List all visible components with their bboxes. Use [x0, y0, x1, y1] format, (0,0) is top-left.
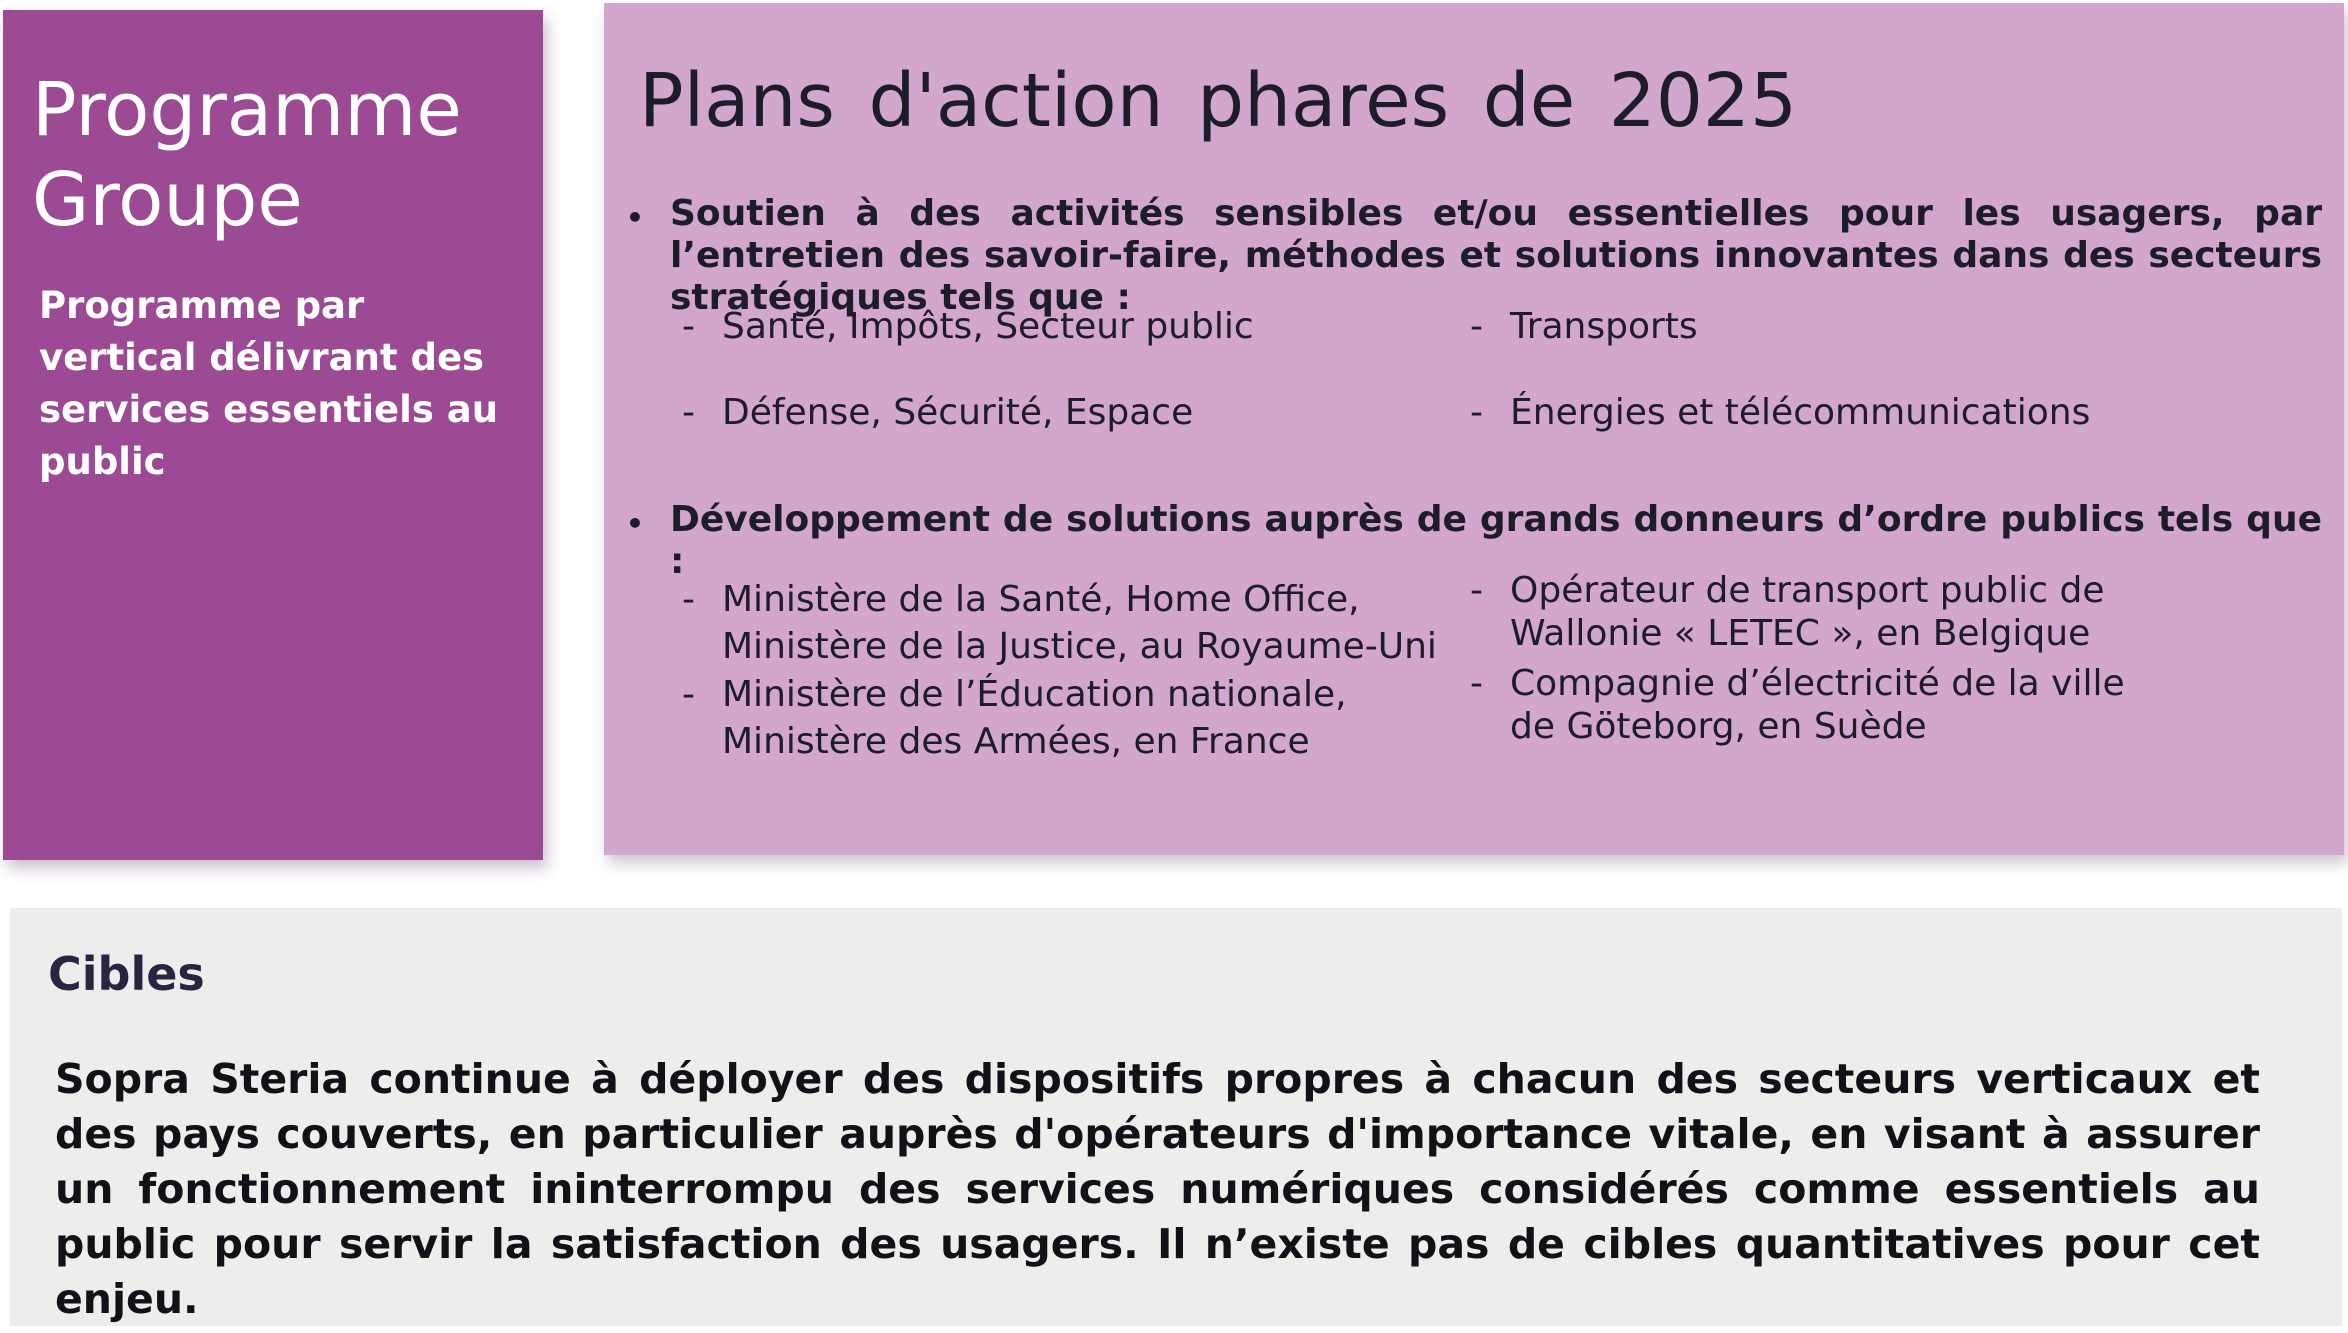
dash-icon: - — [1470, 663, 1483, 704]
list-item-line: Ministère de la Santé, Home Office, — [722, 579, 1360, 620]
targets-title: Cibles — [48, 947, 205, 1001]
list-item-text: Énergies et télécommunications — [1510, 392, 2091, 433]
dash-icon: - — [1470, 570, 1483, 611]
programme-title-line1: Programme — [32, 67, 462, 153]
list-item-text: Santé, Impôts, Secteur public — [722, 306, 1254, 347]
dash-icon: - — [682, 306, 695, 347]
list-item-line: Ministère de la Justice, au Royaume-Uni — [722, 626, 1437, 667]
list-item-text: Défense, Sécurité, Espace — [722, 392, 1194, 433]
list-item-line: Wallonie « LETEC », en Belgique — [1510, 613, 2091, 654]
list-item-text — [722, 576, 1437, 670]
action-plans-title: Plans d'action phares de 2025 — [639, 58, 1798, 144]
dash-icon: - — [1470, 306, 1483, 347]
list-item-text: Transports — [1510, 306, 1698, 347]
bullet-icon: • — [626, 507, 644, 540]
dash-icon: - — [682, 674, 695, 715]
programme-panel — [3, 10, 543, 860]
list-item-line: Ministère de l’Éducation nationale, — [722, 674, 1347, 715]
list-item-text — [1510, 569, 2105, 655]
targets-panel — [10, 908, 2342, 1326]
programme-title — [32, 65, 532, 245]
list-item-line: Compagnie d’électricité de la ville — [1510, 663, 2125, 704]
list-item-text — [1510, 662, 2125, 748]
bullet-icon: • — [626, 201, 644, 234]
dash-icon: - — [1470, 392, 1483, 433]
action-plans-panel — [604, 3, 2344, 855]
dash-icon: - — [682, 579, 695, 620]
programme-title-line2: Groupe — [32, 157, 303, 243]
bullet-heading: Développement de solutions auprès de grands donneurs d’ordre publics tels que : — [670, 499, 2322, 582]
list-item-line: de Göteborg, en Suède — [1510, 706, 1927, 747]
targets-text: Sopra Steria continue à déployer des dispositifs propres à chacun des secteurs verticaux et des pays couverts, en particulier auprès d'opérateurs d'importance vitale, en visant à assurer un fonctionnement ininterrompu des services numériques considérés comme essentiels au public pour servir la satisfaction des usagers. Il n’existe pas de cibles quantitatives pour cet enjeu. — [55, 1055, 2260, 1323]
dash-icon: - — [682, 392, 695, 433]
bullet-heading: Soutien à des activités sensibles et/ou essentielles pour les usagers, par l’entretien des savoir-faire, méthodes et solutions innovantes dans des secteurs stratégiques tels que : — [670, 193, 2322, 318]
list-item-text — [722, 671, 1347, 765]
programme-subtitle: Programme par vertical délivrant des services essentiels au public — [39, 284, 499, 483]
list-item-line: Ministère des Armées, en France — [722, 721, 1310, 762]
list-item-line: Opérateur de transport public de — [1510, 570, 2105, 611]
